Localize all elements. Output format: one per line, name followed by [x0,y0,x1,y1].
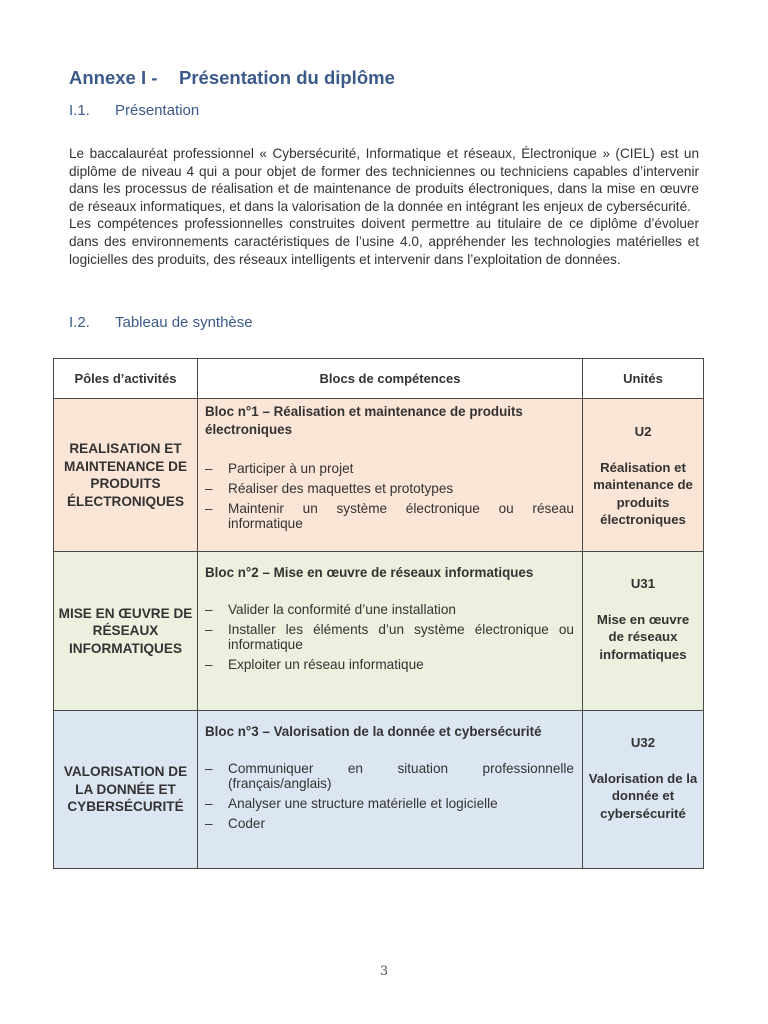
paragraph: Les compétences professionnelles construites doivent permettre au titulaire de ce diplôme d’évoluer dans des environnements caractéristiques de l’usine 4.0, appréhender les technologies matérielles et logicielles des produits, des réseaux intelligents et intervenir dans l’exploitation de données. [69,216,699,267]
list-item: – Valider la conformité d’une installation [205,602,574,617]
unit-cell [583,711,704,869]
unit-code: U32 [630,735,656,750]
bloc-title: Bloc n°1 – Réalisation et maintenance de produits électroniques [205,404,523,437]
annexe-number: Annexe I - [69,67,158,88]
pole-cell: MISE EN ŒUVRE DE RÉSEAUX INFORMATIQUES [54,552,198,711]
competence-list [205,602,574,672]
unit-cell [583,399,704,552]
table-row [54,399,704,552]
unit-code: U31 [630,576,656,591]
table-row [54,711,704,869]
unit-label: Valorisation de la donnée et cybersécurité [588,770,698,821]
list-item: – Maintenir un système électronique ou réseau informatique [205,501,574,531]
unit-label: Réalisation et maintenance de produits électroniques [593,459,693,528]
list-item: – Coder [205,816,574,831]
unit-cell [583,552,704,711]
list-item: – Installer les éléments d’un système électronique ou informatique [205,622,574,652]
section-number: I.1. [69,102,90,119]
unit-label: Mise en œuvre de réseaux informatiques [596,611,690,662]
pole-cell: REALISATION ET MAINTENANCE DE PRODUITS ÉLECTRONIQUES [54,399,198,552]
unit-code: U2 [634,424,652,439]
competence-list [205,761,574,831]
table-row [54,552,704,711]
bloc-title: Bloc n°3 – Valorisation de la donnée et cybersécurité [205,724,542,739]
paragraph: Le baccalauréat professionnel « Cybersécurité, Informatique et réseaux, Électronique » (CIEL) est un diplôme de niveau 4 qui a pour objet de former des techniciennes ou techniciens capables d’intervenir dans les processus de réalisation et de maintenance de produits électroniques, dans la mise en œuvre de réseaux informatiques, et dans la valorisation de la donnée en intégrant les enjeux de cybersécurité. [69,146,699,214]
bloc-cell [198,552,583,711]
section-title: Présentation [115,102,200,119]
synthesis-table [53,358,704,869]
annexe-title: Présentation du diplôme [179,67,395,88]
bloc-title: Bloc n°2 – Mise en œuvre de réseaux informatiques [205,565,534,580]
list-item: – Exploiter un réseau informatique [205,657,574,672]
presentation-text [69,145,699,268]
section-number: I.2. [69,314,90,331]
header-blocs: Blocs de compétences [198,359,583,399]
bloc-cell [198,399,583,552]
list-item: – Réaliser des maquettes et prototypes [205,481,574,496]
pole-cell: VALORISATION DE LA DONNÉE ET CYBERSÉCURITÉ [54,711,198,869]
page-number: 3 [379,964,389,979]
annexe-heading [69,67,395,89]
list-item: – Communiquer en situation professionnelle (français/anglais) [205,761,574,791]
list-item: – Analyser une structure matérielle et logicielle [205,796,574,811]
bloc-cell [198,711,583,869]
header-poles: Pôles d’activités [54,359,198,399]
header-unites: Unités [583,359,704,399]
table-header-row [54,359,704,399]
section-heading-presentation [69,102,199,119]
competence-list [205,461,574,531]
section-title: Tableau de synthèse [115,314,253,331]
section-heading-tableau [69,314,253,331]
list-item: – Participer à un projet [205,461,574,476]
